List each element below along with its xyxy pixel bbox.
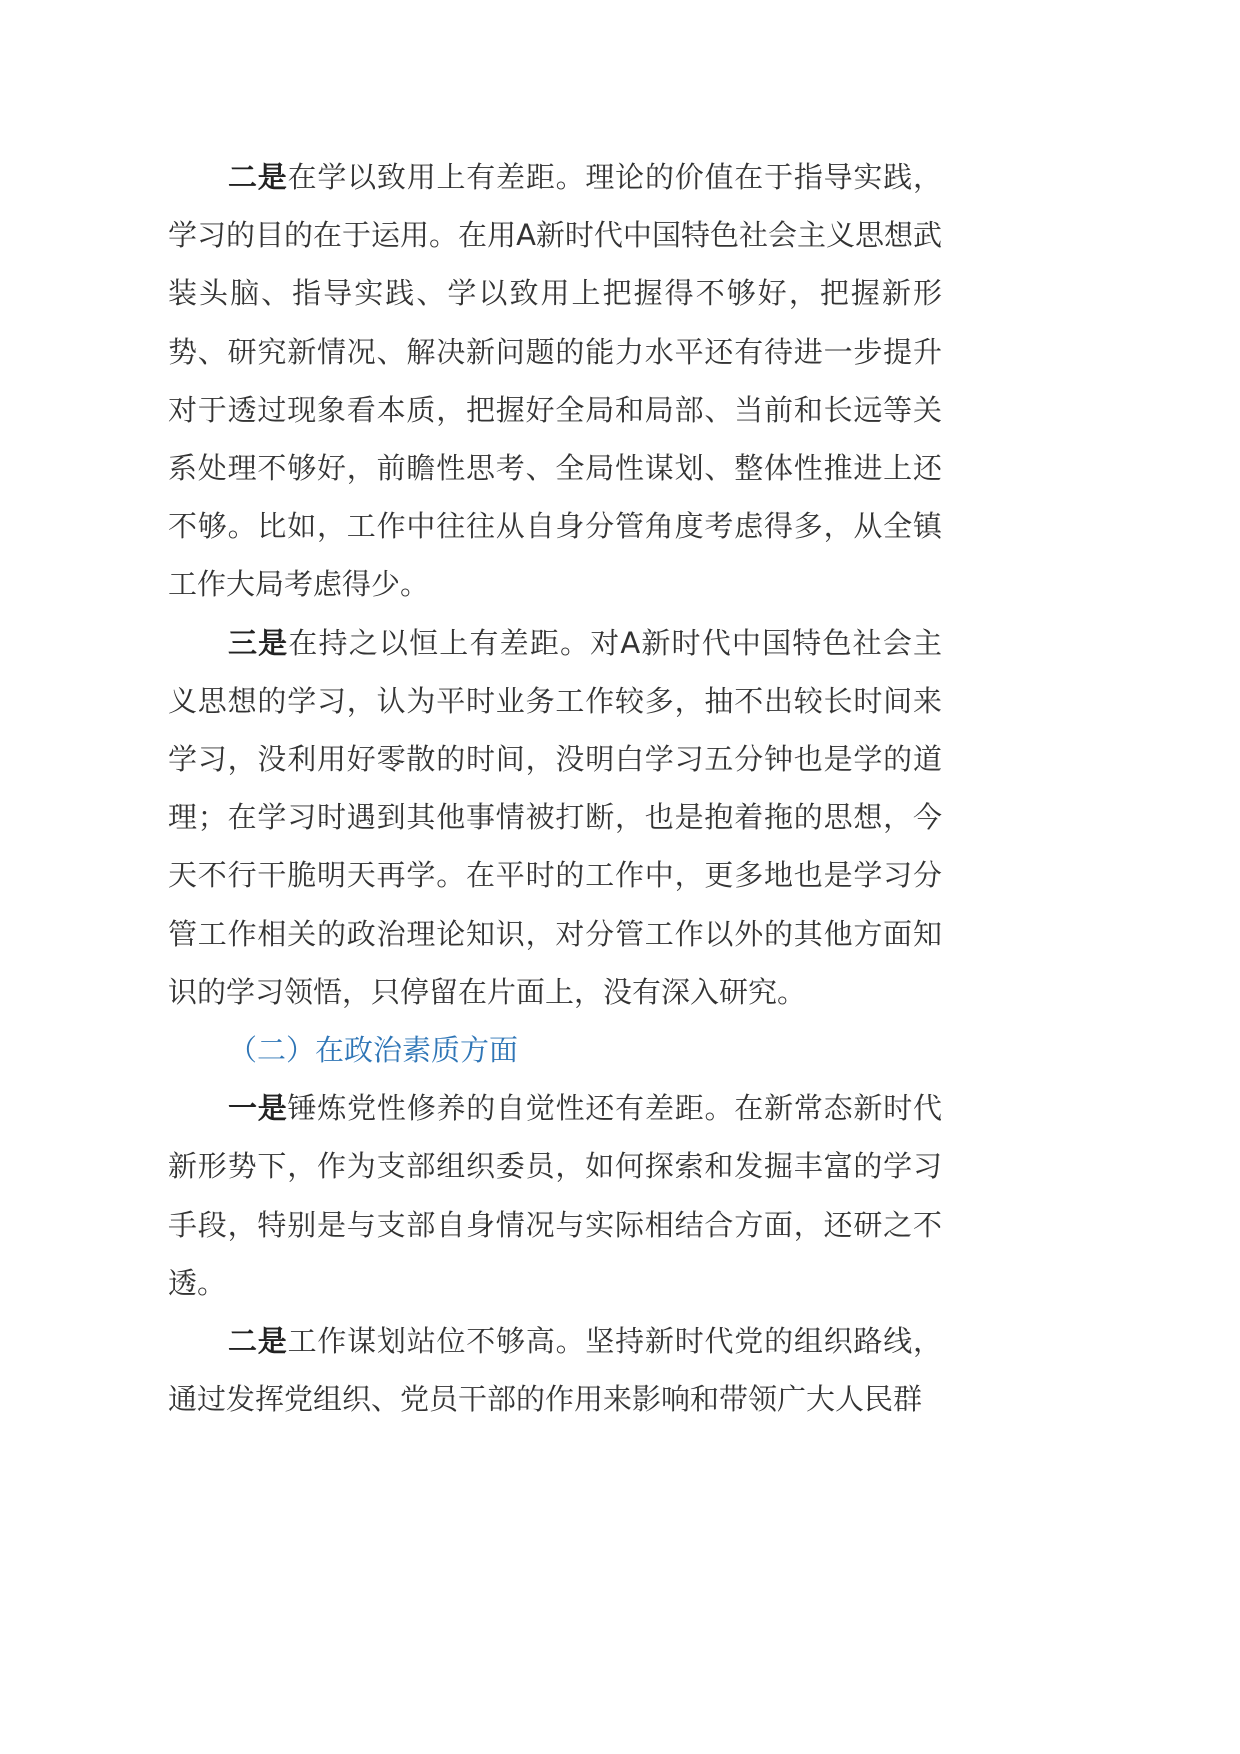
document-body: [168, 148, 942, 1428]
paragraph-er-shi-1: [168, 148, 942, 614]
paragraph-text: 在持之以恒上有差距。对A新时代中国特色社会主义思想的学习，认为平时业务工作较多，抽不出较长时间来学习，没利用好零散的时间，没明白学习五分钟也是学的道理；在学习时遇到其他事情被打断，也是抱着拖的思想，今天不行干脆明天再学。在平时的工作中，更多地也是学习分管工作相关的政治理论知识，对分管工作以外的其他方面知识的学习领悟，只停留在片面上，没有深入研究。: [168, 625, 942, 1009]
paragraph-text: 锤炼党性修养的自觉性还有差距。在新常态新时代新形势下，作为支部组织委员，如何探索和发掘丰富的学习手段，特别是与支部自身情况与实际相结合方面，还研之不透。: [168, 1091, 942, 1300]
paragraph-lead: 三是: [228, 625, 289, 660]
paragraph-lead: 二是: [228, 160, 288, 194]
paragraph-er-shi-2: [168, 1312, 942, 1428]
paragraph-san-shi: [168, 614, 942, 1021]
paragraph-text: 工作谋划站位不够高。坚持新时代党的组织路线，通过发挥党组织、党员干部的作用来影响和带领广大人民群: [168, 1324, 942, 1417]
paragraph-text: 在学以致用上有差距。理论的价值在于指导实践，学习的目的在于运用。在用A新时代中国特色社会主义思想武装头脑、指导实践、学以致用上把握得不够好，把握新形势、研究新情况、解决新问题的能力水平还有待进一步提升对于透过现象看本质，把握好全局和局部、当前和长远等关系处理不够好，前瞻性思考、全局性谋划、整体性推进上还不够。比如，工作中往往从自身分管角度考虑得多，从全镇工作大局考虑得少。: [168, 160, 942, 602]
paragraph-lead: 二是: [228, 1324, 288, 1359]
paragraph-lead: 一是: [228, 1091, 288, 1126]
paragraph-yi-shi: [168, 1079, 942, 1312]
section-heading: （二）在政治素质方面: [228, 1033, 519, 1068]
